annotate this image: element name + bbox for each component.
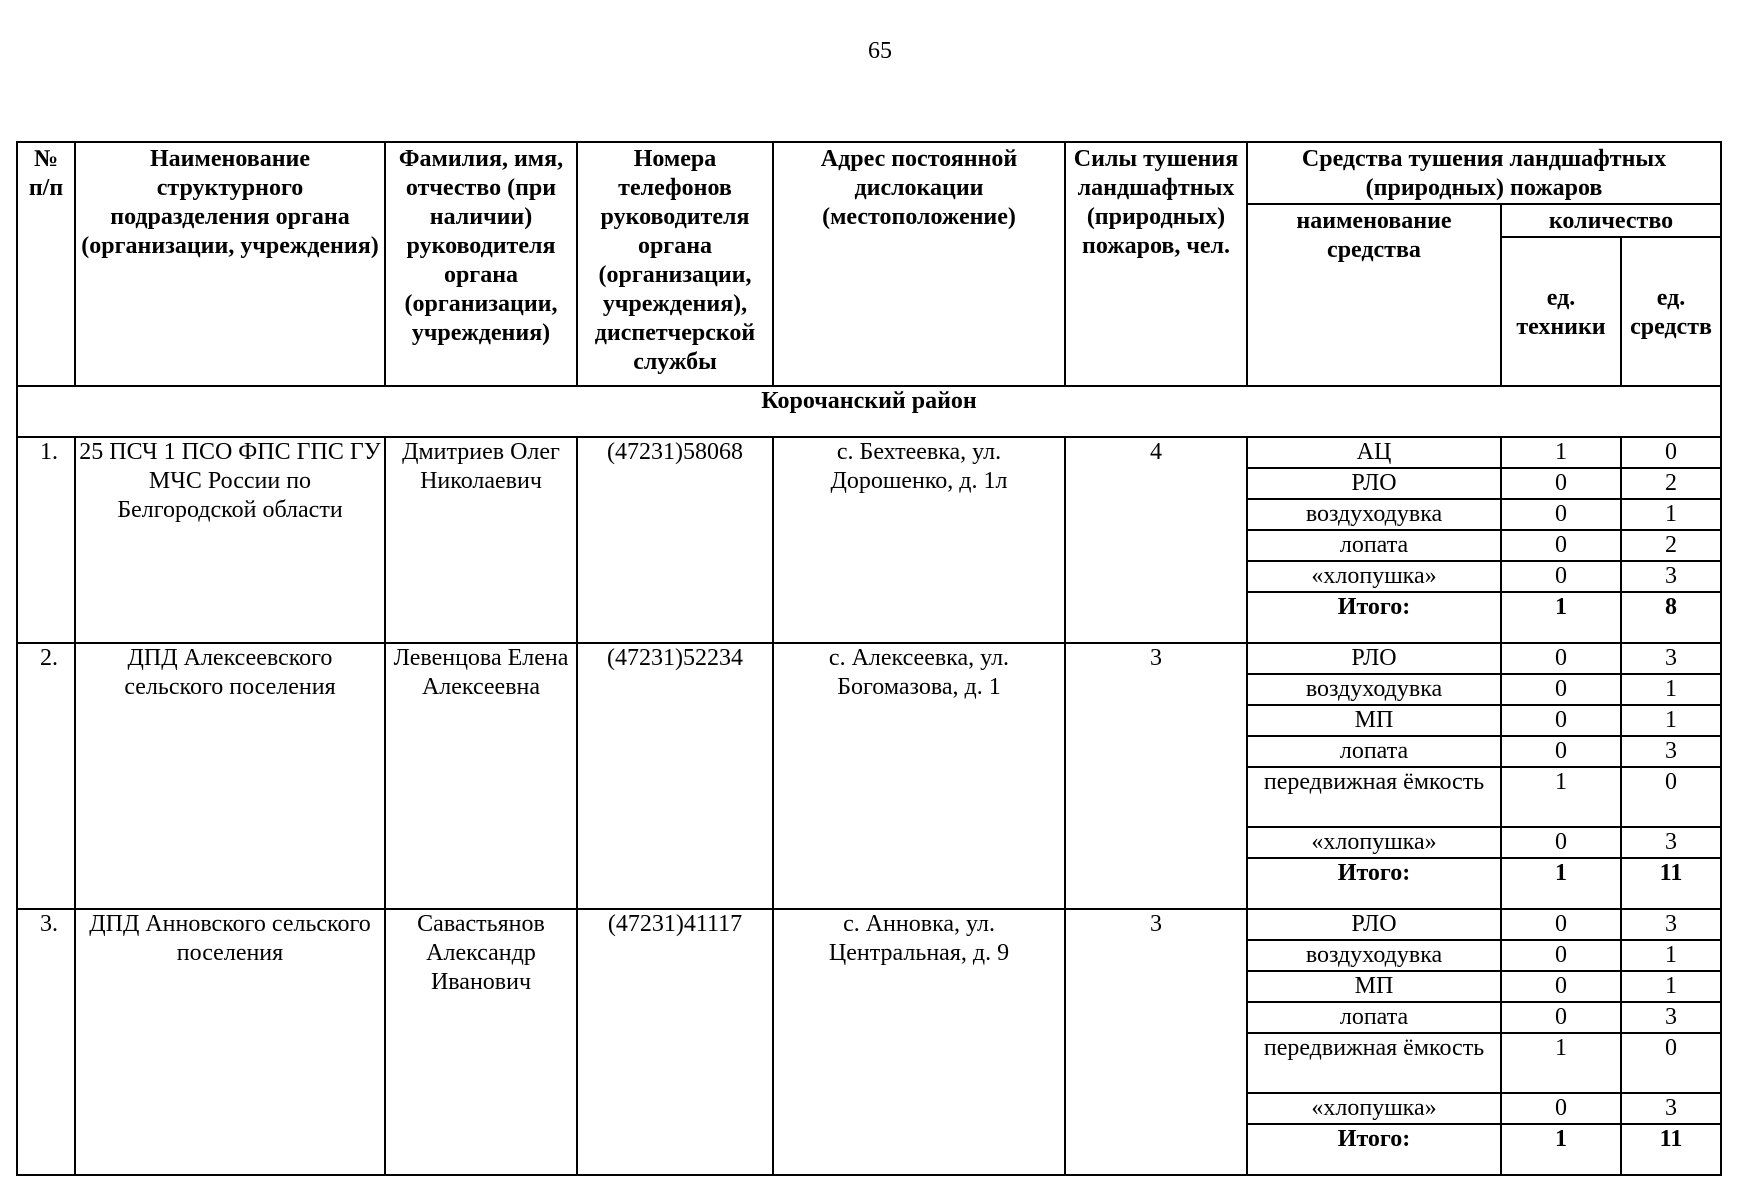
tool-name: лопата (1247, 1002, 1501, 1033)
table-row (17, 643, 1721, 674)
phone-number: (47231)52234 (577, 643, 773, 909)
tool-tech-count: 0 (1501, 705, 1621, 736)
tool-name: передвижная ёмкость (1247, 1033, 1501, 1093)
phone-number: (47231)41117 (577, 909, 773, 1175)
unit-name: 25 ПСЧ 1 ПСО ФПС ГПС ГУ МЧС России по Белгородской области (75, 437, 385, 643)
total-tech-count: 1 (1501, 592, 1621, 643)
tool-means-count: 0 (1621, 767, 1721, 827)
unit-name: ДПД Алексеевского сельского поселения (75, 643, 385, 909)
forces-count: 3 (1065, 909, 1247, 1175)
tool-name: АЦ (1247, 437, 1501, 468)
tool-name: «хлопушка» (1247, 1093, 1501, 1124)
tool-name: «хлопушка» (1247, 827, 1501, 858)
forces-count: 3 (1065, 643, 1247, 909)
tool-means-count: 0 (1621, 437, 1721, 468)
tool-means-count: 3 (1621, 1002, 1721, 1033)
header-means-name: наименование средства (1247, 204, 1501, 386)
header-forces: Силы тушения ландшафтных (природных) пожаров, чел. (1065, 142, 1247, 386)
tool-means-count: 0 (1621, 1033, 1721, 1093)
tool-means-count: 3 (1621, 561, 1721, 592)
tool-name: РЛО (1247, 468, 1501, 499)
unit-name: ДПД Анновского сельского поселения (75, 909, 385, 1175)
tool-name: МП (1247, 971, 1501, 1002)
tool-means-count: 3 (1621, 909, 1721, 940)
tool-tech-count: 0 (1501, 1093, 1621, 1124)
phone-number: (47231)58068 (577, 437, 773, 643)
header-person: Фамилия, имя, отчество (при наличии) руководителя органа (организации, учреждения) (385, 142, 577, 386)
tool-name: воздуходувка (1247, 499, 1501, 530)
tool-tech-count: 0 (1501, 468, 1621, 499)
head-name: Дмитриев Олег Николаевич (385, 437, 577, 643)
page-number: 65 (868, 38, 892, 64)
total-label: Итого: (1247, 858, 1501, 909)
tool-tech-count: 1 (1501, 1033, 1621, 1093)
header-quantity: количество (1501, 204, 1721, 237)
header-units-means: ед. средств (1621, 237, 1721, 386)
tool-tech-count: 1 (1501, 767, 1621, 827)
head-name: Левенцова Елена Алексеевна (385, 643, 577, 909)
tool-tech-count: 0 (1501, 909, 1621, 940)
header-units-tech: ед. техники (1501, 237, 1621, 386)
total-tech-count: 1 (1501, 1124, 1621, 1175)
tool-tech-count: 0 (1501, 940, 1621, 971)
row-number: 1. (17, 437, 75, 643)
tool-tech-count: 0 (1501, 827, 1621, 858)
address: с. Бехтеевка, ул. Дорошенко, д. 1л (773, 437, 1065, 643)
total-label: Итого: (1247, 1124, 1501, 1175)
tool-tech-count: 0 (1501, 674, 1621, 705)
tool-name: РЛО (1247, 909, 1501, 940)
table-row (17, 909, 1721, 940)
tool-name: воздуходувка (1247, 674, 1501, 705)
total-label: Итого: (1247, 592, 1501, 643)
tool-means-count: 1 (1621, 971, 1721, 1002)
tool-means-count: 1 (1621, 499, 1721, 530)
fire-forces-table (16, 141, 1722, 1176)
tool-tech-count: 0 (1501, 736, 1621, 767)
total-means-count: 11 (1621, 1124, 1721, 1175)
tool-tech-count: 0 (1501, 1002, 1621, 1033)
total-means-count: 8 (1621, 592, 1721, 643)
address: с. Анновка, ул. Центральная, д. 9 (773, 909, 1065, 1175)
row-number: 3. (17, 909, 75, 1175)
tool-means-count: 3 (1621, 1093, 1721, 1124)
tool-name: лопата (1247, 530, 1501, 561)
table-row (17, 437, 1721, 468)
head-name: Савастьянов Александр Иванович (385, 909, 577, 1175)
forces-count: 4 (1065, 437, 1247, 643)
tool-name: воздуходувка (1247, 940, 1501, 971)
total-means-count: 11 (1621, 858, 1721, 909)
tool-tech-count: 1 (1501, 437, 1621, 468)
header-phones: Номера телефонов руководителя органа (организации, учреждения), диспетчерской службы (577, 142, 773, 386)
header-address: Адрес постоянной дислокации (местоположение) (773, 142, 1065, 386)
tool-means-count: 2 (1621, 530, 1721, 561)
tool-means-count: 3 (1621, 736, 1721, 767)
header-name: Наименование структурного подразделения органа (организации, учреждения) (75, 142, 385, 386)
header-means: Средства тушения ландшафтных (природных) пожаров (1247, 142, 1721, 204)
tool-name: передвижная ёмкость (1247, 767, 1501, 827)
district-title: Корочанский район (17, 386, 1721, 437)
tool-tech-count: 0 (1501, 499, 1621, 530)
tool-name: РЛО (1247, 643, 1501, 674)
table-header (17, 142, 1721, 386)
row-number: 2. (17, 643, 75, 909)
tool-tech-count: 0 (1501, 971, 1621, 1002)
table-body (17, 386, 1721, 1175)
header-num: № п/п (17, 142, 75, 386)
tool-name: лопата (1247, 736, 1501, 767)
tool-tech-count: 0 (1501, 643, 1621, 674)
tool-means-count: 3 (1621, 643, 1721, 674)
total-tech-count: 1 (1501, 858, 1621, 909)
tool-name: «хлопушка» (1247, 561, 1501, 592)
tool-name: МП (1247, 705, 1501, 736)
tool-means-count: 1 (1621, 674, 1721, 705)
address: с. Алексеевка, ул. Богомазова, д. 1 (773, 643, 1065, 909)
tool-means-count: 2 (1621, 468, 1721, 499)
tool-means-count: 3 (1621, 827, 1721, 858)
tool-means-count: 1 (1621, 940, 1721, 971)
tool-means-count: 1 (1621, 705, 1721, 736)
tool-tech-count: 0 (1501, 530, 1621, 561)
tool-tech-count: 0 (1501, 561, 1621, 592)
